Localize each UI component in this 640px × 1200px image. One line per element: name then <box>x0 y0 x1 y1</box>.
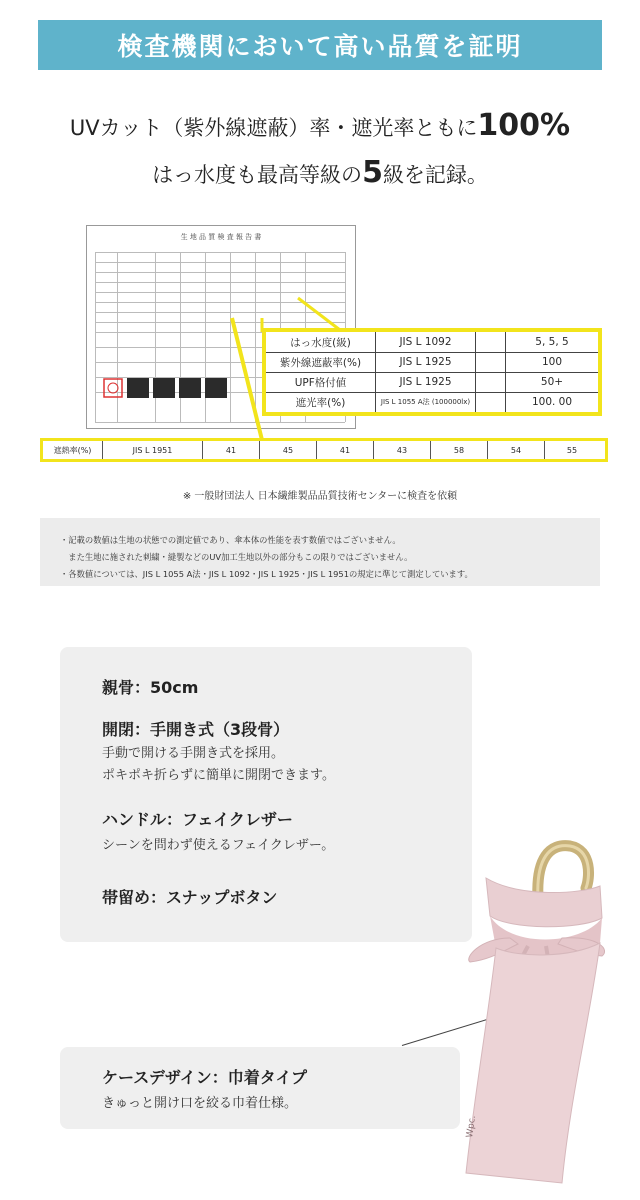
heat-shield-row: 遮熱率(%) JIS L 1951 41 45 41 43 58 54 55 <box>40 438 608 462</box>
table-row: 遮光率(%) JIS L 1055 A法 (100000lx) 100. 00 <box>266 392 598 412</box>
table-row: UPF格付値 JIS L 1925 50+ <box>266 372 598 393</box>
case-design-panel <box>60 1047 460 1129</box>
table-row: 紫外線遮蔽率(%) JIS L 1925 100 <box>266 352 598 373</box>
spec-open-title: 開閉：手開き式（3段骨） <box>102 720 290 739</box>
disclaimer-line: また生地に施された刺繍・縫製などのUV加工生地以外の部分もこの限りではございません。 <box>60 552 413 562</box>
section-banner: 検査機関において高い品質を証明 <box>38 20 602 70</box>
spec-strap-title: 帯留め：スナップボタン <box>102 888 278 907</box>
headline-line-2: はっ水度も最高等級の5級を記録。 <box>152 155 488 190</box>
case-desc: きゅっと開け口を絞る巾着仕様。 <box>102 1096 298 1111</box>
spec-handle-title: ハンドル：フェイクレザー <box>102 810 293 829</box>
disclaimer-line: ・各数値については、JIS L 1055 A法・JIS L 1092・JIS L 1925・JIS L 1951の規定に準じて測定しています。 <box>60 569 473 579</box>
spec-handle-desc: シーンを問わず使えるフェイクレザー。 <box>102 838 335 853</box>
results-callout-table <box>262 328 602 416</box>
inspection-note: ※ 一般財団法人 日本繊維製品品質技術センターに検査を依頼 <box>182 491 458 502</box>
report-title: 生 地 品 質 検 査 報 告 書 <box>180 233 262 241</box>
disclaimer-box <box>40 518 600 586</box>
umbrella-product-image <box>450 838 610 1188</box>
brand-label: Wpc. <box>465 1114 479 1139</box>
disclaimer-line: ・記載の数値は生地の状態での測定値であり、傘本体の性能を表す数値ではございません。 <box>60 535 401 545</box>
headline-line-1: UVカット（紫外線遮蔽）率・遮光率ともに100% <box>69 108 571 143</box>
spec-panel <box>60 647 472 942</box>
spec-open-desc: 手動で開ける手開き式を採用。 ポキポキ折らずに簡単に開閉できます。 <box>102 746 335 783</box>
spec-rib: 親骨：50cm <box>102 678 199 697</box>
table-row: はっ水度(級) JIS L 1092 5, 5, 5 <box>266 332 598 353</box>
case-title: ケースデザイン：巾着タイプ <box>102 1068 307 1087</box>
